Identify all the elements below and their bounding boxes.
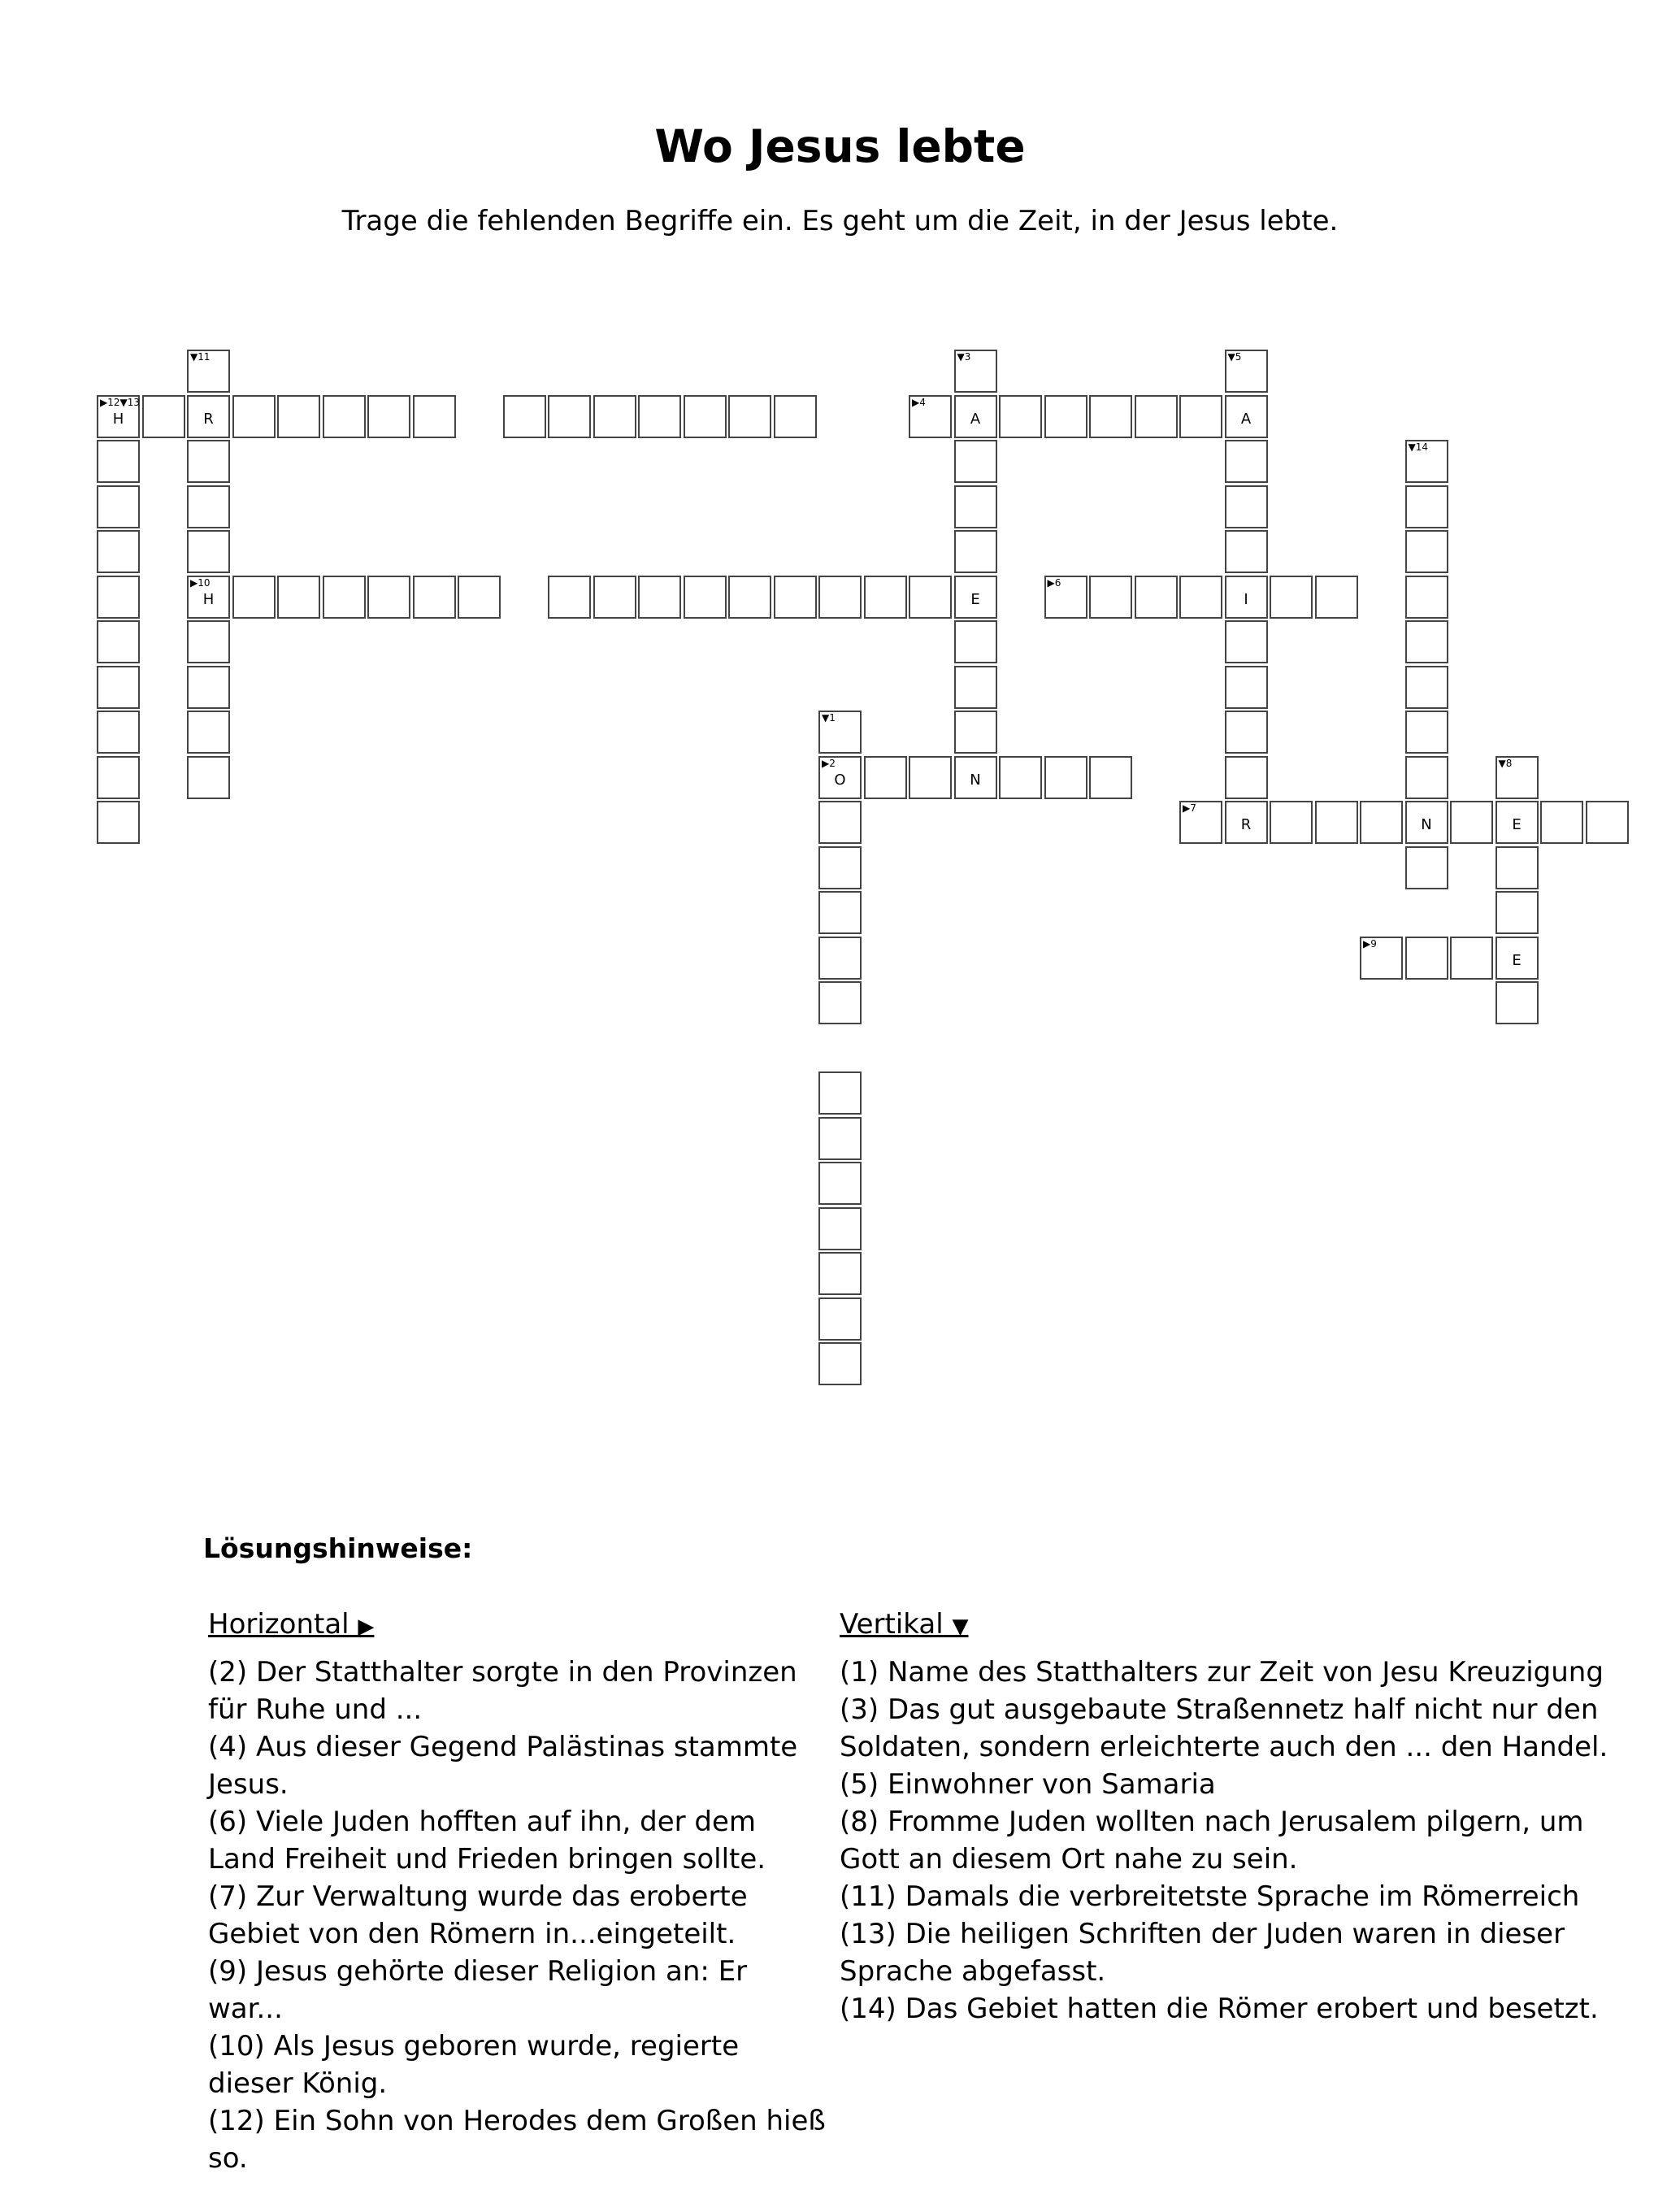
crossword-cell[interactable] bbox=[1225, 666, 1268, 709]
crossword-cell[interactable] bbox=[1225, 801, 1268, 844]
crossword-cell[interactable] bbox=[187, 485, 230, 528]
crossword-cell[interactable] bbox=[1496, 801, 1539, 844]
clue-v1: (1) Name des Statthalters zur Zeit von Jesu Kreuzigung bbox=[840, 1656, 1604, 1689]
crossword-cell[interactable] bbox=[818, 1342, 862, 1385]
crossword-cell[interactable] bbox=[1540, 801, 1583, 844]
crossword-cell[interactable] bbox=[954, 350, 997, 393]
crossword-cell[interactable] bbox=[954, 576, 997, 619]
clue-number: ▼1 bbox=[822, 712, 836, 724]
given-letter: A bbox=[1240, 410, 1252, 428]
crossword-cell[interactable] bbox=[97, 801, 140, 844]
crossword-cell[interactable] bbox=[954, 530, 997, 573]
crossword-cell[interactable] bbox=[1405, 440, 1448, 483]
clue-number: ▶6 bbox=[1047, 576, 1061, 589]
crossword-cell[interactable] bbox=[1135, 576, 1178, 619]
crossword-cell[interactable] bbox=[1225, 350, 1268, 393]
crossword-cell[interactable] bbox=[1450, 801, 1493, 844]
crossword-cell[interactable] bbox=[1225, 576, 1268, 619]
crossword-cell[interactable] bbox=[818, 1162, 862, 1205]
crossword-cell[interactable] bbox=[97, 711, 140, 754]
crossword-cell[interactable] bbox=[187, 395, 230, 438]
clue-v8: (8) Fromme Juden wollten nach Jerusalem pilgern, um Gott an diesem Ort nahe zu sein. bbox=[840, 1806, 1584, 1876]
crossword-cell[interactable] bbox=[1089, 756, 1132, 799]
crossword-cell[interactable] bbox=[1270, 801, 1313, 844]
crossword-cell[interactable] bbox=[97, 530, 140, 573]
crossword-cell[interactable] bbox=[818, 1207, 862, 1250]
crossword-cell[interactable] bbox=[864, 576, 907, 619]
crossword-cell[interactable] bbox=[774, 395, 817, 438]
crossword-cell[interactable] bbox=[367, 395, 410, 438]
crossword-cell[interactable] bbox=[818, 801, 862, 844]
crossword-cell[interactable] bbox=[1405, 530, 1448, 573]
crossword-cell[interactable] bbox=[187, 350, 230, 393]
clue-h4: (4) Aus dieser Gegend Palästinas stammte Jesus. bbox=[208, 1731, 798, 1801]
crossword-cell[interactable] bbox=[1405, 756, 1448, 799]
crossword-cell[interactable] bbox=[1179, 576, 1222, 619]
clue-number: ▼14 bbox=[1408, 441, 1428, 453]
crossword-cell[interactable] bbox=[187, 756, 230, 799]
crossword-cell[interactable] bbox=[1089, 576, 1132, 619]
clue-number: ▶7 bbox=[1183, 802, 1196, 814]
crossword-cell[interactable] bbox=[728, 576, 771, 619]
crossword-cell[interactable] bbox=[593, 576, 636, 619]
vertical-clues bbox=[840, 1606, 1612, 2028]
clue-v13: (13) Die heiligen Schriften der Juden waren in dieser Sprache abgefasst. bbox=[840, 1918, 1565, 1988]
clue-v5: (5) Einwohner von Samaria bbox=[840, 1768, 1216, 1801]
crossword-cell[interactable] bbox=[1405, 485, 1448, 528]
crossword-cell[interactable] bbox=[97, 756, 140, 799]
crossword-cell[interactable] bbox=[187, 620, 230, 663]
crossword-cell[interactable] bbox=[864, 756, 907, 799]
crossword-cell[interactable] bbox=[1089, 395, 1132, 438]
clue-h6: (6) Viele Juden hofften auf ihn, der dem Land Freiheit und Frieden bringen sollte. bbox=[208, 1806, 766, 1876]
crossword-cell[interactable] bbox=[97, 666, 140, 709]
clue-number: ▶9 bbox=[1363, 937, 1377, 950]
crossword-cell[interactable] bbox=[818, 1252, 862, 1295]
clue-v11: (11) Damals die verbreitetste Sprache im Römerreich bbox=[840, 1880, 1580, 1913]
crossword-cell[interactable] bbox=[1496, 846, 1539, 889]
given-letter: A bbox=[970, 410, 981, 428]
crossword-cell[interactable] bbox=[728, 395, 771, 438]
crossword-cell[interactable] bbox=[1450, 937, 1493, 980]
given-letter: R bbox=[1240, 816, 1252, 833]
crossword-cell[interactable] bbox=[97, 395, 140, 438]
crossword-cell[interactable] bbox=[277, 576, 320, 619]
given-letter: E bbox=[1512, 816, 1522, 833]
crossword-cell[interactable] bbox=[954, 711, 997, 754]
crossword-cell[interactable] bbox=[684, 395, 727, 438]
crossword-cell[interactable] bbox=[1360, 801, 1403, 844]
crossword-cell[interactable] bbox=[1405, 846, 1448, 889]
clue-h12: (12) Ein Sohn von Herodes dem Großen hieß so. bbox=[208, 2105, 826, 2175]
crossword-cell[interactable] bbox=[323, 576, 366, 619]
crossword-cell[interactable] bbox=[187, 666, 230, 709]
hints-heading: Lösungshinweise: bbox=[203, 1532, 473, 1564]
crossword-cell[interactable] bbox=[1225, 440, 1268, 483]
vertical-heading: Vertikal ▼ bbox=[840, 1608, 969, 1641]
crossword-cell[interactable] bbox=[818, 981, 862, 1024]
clue-h2: (2) Der Statthalter sorgte in den Provinzen für Ruhe und ... bbox=[208, 1656, 797, 1726]
crossword-cell[interactable] bbox=[954, 666, 997, 709]
crossword-cell[interactable] bbox=[1225, 530, 1268, 573]
crossword-cell[interactable] bbox=[413, 395, 456, 438]
crossword-cell[interactable] bbox=[1405, 801, 1448, 844]
crossword-cell[interactable] bbox=[954, 756, 997, 799]
right-arrow-icon: ▶ bbox=[358, 1615, 375, 1639]
crossword-cell[interactable] bbox=[1405, 937, 1448, 980]
crossword-cell[interactable] bbox=[458, 576, 501, 619]
crossword-cell[interactable] bbox=[1179, 801, 1222, 844]
crossword-cell[interactable] bbox=[1270, 576, 1313, 619]
clue-v14: (14) Das Gebiet hatten die Römer erobert und besetzt. bbox=[840, 1993, 1599, 2025]
clue-number: ▶10 bbox=[190, 576, 211, 589]
crossword-cell[interactable] bbox=[818, 711, 862, 754]
crossword-cell[interactable] bbox=[1225, 711, 1268, 754]
crossword-cell[interactable] bbox=[954, 395, 997, 438]
crossword-cell[interactable] bbox=[1225, 395, 1268, 438]
crossword-cell[interactable] bbox=[1315, 801, 1358, 844]
clue-h10: (10) Als Jesus geboren wurde, regierte dieser König. bbox=[208, 2030, 740, 2100]
down-arrow-icon: ▼ bbox=[952, 1615, 969, 1639]
crossword-cell[interactable] bbox=[818, 756, 862, 799]
crossword-cell[interactable] bbox=[909, 756, 952, 799]
given-letter: R bbox=[203, 410, 214, 428]
crossword-cell[interactable] bbox=[1496, 756, 1539, 799]
crossword-cell[interactable] bbox=[1496, 981, 1539, 1024]
crossword-cell[interactable] bbox=[232, 395, 276, 438]
crossword-cell[interactable] bbox=[97, 440, 140, 483]
clue-number: ▼11 bbox=[190, 351, 211, 363]
crossword-cell[interactable] bbox=[323, 395, 366, 438]
instructions: Trage die fehlenden Begriffe ein. Es geht um die Zeit, in der Jesus lebte. bbox=[341, 205, 1339, 237]
given-letter: I bbox=[1244, 590, 1248, 608]
crossword-cell[interactable] bbox=[999, 756, 1042, 799]
crossword-cell[interactable] bbox=[818, 1071, 862, 1115]
clue-number: ▶12▼13 bbox=[100, 396, 140, 408]
crossword-cell[interactable] bbox=[1496, 891, 1539, 934]
crossword-cell[interactable] bbox=[818, 846, 862, 889]
crossword-cell[interactable] bbox=[1360, 937, 1403, 980]
crossword-cell[interactable] bbox=[187, 530, 230, 573]
crossword-cell[interactable] bbox=[909, 395, 952, 438]
crossword-cell[interactable] bbox=[638, 395, 681, 438]
crossword-cell[interactable] bbox=[1405, 576, 1448, 619]
crossword-cell[interactable] bbox=[954, 620, 997, 663]
crossword-cell[interactable] bbox=[1405, 711, 1448, 754]
clue-h9: (9) Jesus gehörte dieser Religion an: Er war... bbox=[208, 1955, 748, 2025]
crossword-cell[interactable] bbox=[187, 440, 230, 483]
crossword-cell[interactable] bbox=[1044, 395, 1087, 438]
crossword-cell[interactable] bbox=[187, 711, 230, 754]
crossword-cell[interactable] bbox=[818, 576, 862, 619]
crossword-cell[interactable] bbox=[818, 1117, 862, 1160]
crossword-cell[interactable] bbox=[1405, 620, 1448, 663]
crossword-cell[interactable] bbox=[548, 576, 591, 619]
crossword-cell[interactable] bbox=[1586, 801, 1629, 844]
crossword-cell[interactable] bbox=[142, 395, 185, 438]
crossword-cell[interactable] bbox=[277, 395, 320, 438]
crossword-cell[interactable] bbox=[954, 485, 997, 528]
given-letter: H bbox=[202, 590, 215, 608]
horizontal-clues bbox=[208, 1606, 826, 2177]
crossword-cell[interactable] bbox=[954, 440, 997, 483]
crossword-cell[interactable] bbox=[818, 937, 862, 980]
clue-v3: (3) Das gut ausgebaute Straßennetz half nicht nur den Soldaten, sondern erleichterte auch den ... den Handel. bbox=[840, 1693, 1608, 1763]
crossword-cell[interactable] bbox=[97, 576, 140, 619]
crossword-cell[interactable] bbox=[1044, 576, 1087, 619]
crossword-cell[interactable] bbox=[1225, 485, 1268, 528]
given-letter: N bbox=[970, 771, 981, 789]
clue-number: ▼3 bbox=[957, 351, 971, 363]
crossword-cell[interactable] bbox=[503, 395, 546, 438]
crossword-cell[interactable] bbox=[909, 576, 952, 619]
crossword-cell[interactable] bbox=[97, 485, 140, 528]
clue-number: ▶2 bbox=[822, 757, 836, 769]
horizontal-heading: Horizontal ▶ bbox=[208, 1608, 375, 1641]
crossword-cell[interactable] bbox=[97, 620, 140, 663]
crossword-cell[interactable] bbox=[548, 395, 591, 438]
given-letter: N bbox=[1421, 816, 1432, 833]
crossword-cell[interactable] bbox=[1044, 756, 1087, 799]
crossword-cell[interactable] bbox=[593, 395, 636, 438]
crossword-cell[interactable] bbox=[1405, 666, 1448, 709]
crossword-cell[interactable] bbox=[684, 576, 727, 619]
crossword-cell[interactable] bbox=[413, 576, 456, 619]
crossword-cell[interactable] bbox=[818, 891, 862, 934]
crossword-cell[interactable] bbox=[1135, 395, 1178, 438]
crossword-cell[interactable] bbox=[1179, 395, 1222, 438]
page-title: Wo Jesus lebte bbox=[654, 120, 1026, 172]
given-letter: E bbox=[970, 590, 980, 608]
crossword-cell[interactable] bbox=[1496, 937, 1539, 980]
crossword-cell[interactable] bbox=[1225, 756, 1268, 799]
given-letter: O bbox=[834, 771, 846, 789]
given-letter: E bbox=[1512, 951, 1522, 969]
clue-number: ▼5 bbox=[1227, 351, 1242, 363]
crossword-cell[interactable] bbox=[774, 576, 817, 619]
crossword-cell[interactable] bbox=[818, 1297, 862, 1341]
given-letter: H bbox=[112, 410, 124, 428]
clue-number: ▼8 bbox=[1498, 757, 1513, 769]
clue-h7: (7) Zur Verwaltung wurde das eroberte Gebiet von den Römern in...eingeteilt. bbox=[208, 1880, 748, 1950]
crossword-cell[interactable] bbox=[638, 576, 681, 619]
crossword-cell[interactable] bbox=[1225, 620, 1268, 663]
crossword-cell[interactable] bbox=[232, 576, 276, 619]
crossword-cell[interactable] bbox=[1315, 576, 1358, 619]
crossword-cell[interactable] bbox=[999, 395, 1042, 438]
clue-number: ▶4 bbox=[912, 396, 926, 408]
crossword-cell[interactable] bbox=[367, 576, 410, 619]
crossword-cell[interactable] bbox=[187, 576, 230, 619]
